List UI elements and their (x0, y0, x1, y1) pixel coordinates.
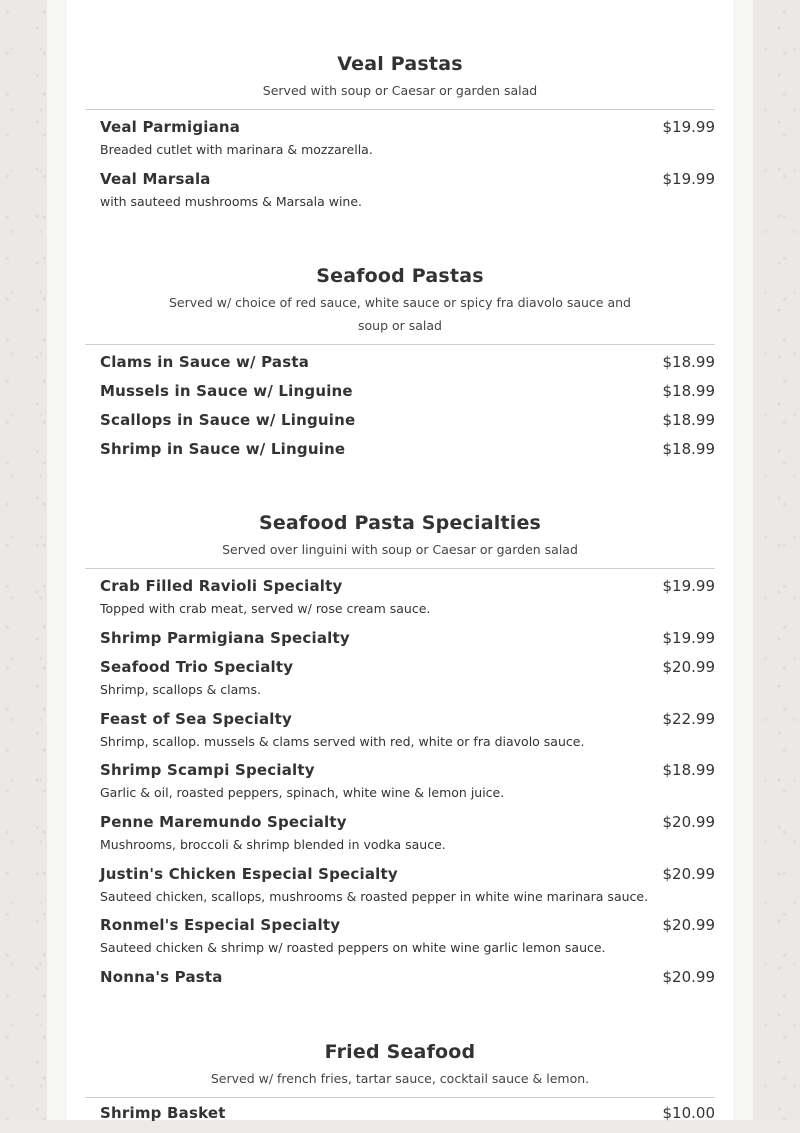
item-name: Shrimp in Sauce w/ Linguine (100, 440, 346, 458)
item-name: Scallops in Sauce w/ Linguine (100, 411, 356, 429)
item-description: Topped with crab meat, served w/ rose cream sauce. (100, 601, 431, 616)
menu-item (100, 813, 715, 865)
item-description: Mushrooms, broccoli & shrimp blended in vodka sauce. (100, 837, 446, 852)
section-title: Seafood Pastas (316, 265, 484, 287)
item-price: $20.99 (662, 968, 715, 986)
item-description: Sauteed chicken & shrimp w/ roasted peppers on white wine garlic lemon sauce. (100, 940, 606, 955)
item-name: Mussels in Sauce w/ Linguine (100, 382, 353, 400)
item-name: Shrimp Parmigiana Specialty (100, 629, 350, 647)
item-name: Feast of Sea Specialty (100, 710, 292, 728)
menu-item (100, 353, 715, 382)
item-price: $18.99 (662, 353, 715, 371)
item-description: Shrimp, scallop. mussels & clams served with red, white or fra diavolo sauce. (100, 734, 585, 749)
menu-item (100, 440, 715, 469)
section-seafood-pastas (85, 265, 715, 469)
menu-item (100, 411, 715, 440)
item-price: $18.99 (662, 761, 715, 779)
section-subtitle: Served over linguini with soup or Caesar or garden salad (222, 542, 578, 557)
section-fried-seafood (85, 1041, 715, 1133)
section-divider (85, 344, 715, 345)
item-price: $20.99 (662, 865, 715, 883)
item-name: Ronmel's Especial Specialty (100, 916, 341, 934)
section-subtitle: Served w/ french fries, tartar sauce, cocktail sauce & lemon. (210, 1071, 590, 1086)
section-subtitle: Served w/ choice of red sauce, white sauce or spicy fra diavolo sauce and soup or salad (169, 295, 631, 333)
section-title: Veal Pastas (337, 53, 463, 75)
menu-item (100, 916, 715, 968)
menu-item (100, 118, 715, 170)
item-price: $19.99 (662, 118, 715, 136)
item-price: $19.99 (662, 170, 715, 188)
section-subtitle: Served with soup or Caesar or garden salad (262, 83, 538, 98)
section-divider (85, 109, 715, 110)
item-price: $18.99 (662, 382, 715, 400)
menu-item (100, 968, 715, 997)
item-name: Shrimp Basket (100, 1104, 226, 1122)
item-description: with sauteed mushrooms & Marsala wine. (100, 194, 362, 209)
menu-item (100, 710, 715, 761)
menu-item (100, 577, 715, 629)
item-name: Justin's Chicken Especial Specialty (100, 865, 398, 883)
item-name: Seafood Trio Specialty (100, 658, 294, 676)
menu-item (100, 170, 715, 222)
item-price: $22.99 (662, 710, 715, 728)
section-title: Fried Seafood (324, 1041, 476, 1063)
item-description: Breaded cutlet with marinara & mozzarella. (100, 142, 373, 157)
item-price: $10.00 (662, 1104, 715, 1122)
item-price: $20.99 (662, 916, 715, 934)
item-name: Crab Filled Ravioli Specialty (100, 577, 343, 595)
menu-item (100, 761, 715, 813)
menu-item (100, 865, 715, 916)
item-price: $18.99 (662, 440, 715, 458)
item-price: $19.99 (662, 629, 715, 647)
section-divider (85, 1097, 715, 1098)
item-price: $20.99 (662, 658, 715, 676)
item-price: $20.99 (662, 813, 715, 831)
item-name: Veal Marsala (100, 170, 211, 188)
item-name: Shrimp Scampi Specialty (100, 761, 315, 779)
item-description: Sauteed chicken, scallops, mushrooms & roasted pepper in white wine marinara sauce. (100, 889, 649, 904)
item-price: $19.99 (662, 577, 715, 595)
item-name: Veal Parmigiana (100, 118, 241, 136)
item-name: Nonna's Pasta (100, 968, 223, 986)
item-name: Penne Maremundo Specialty (100, 813, 347, 831)
item-price: $18.99 (662, 411, 715, 429)
item-name: Clams in Sauce w/ Pasta (100, 353, 310, 371)
section-divider (85, 568, 715, 569)
menu-item (100, 629, 715, 658)
section-veal-pastas (85, 53, 715, 222)
menu-item (100, 382, 715, 411)
section-title: Seafood Pasta Specialties (258, 512, 542, 534)
section-seafood-pasta-specialties (85, 512, 715, 997)
menu-item (100, 1104, 715, 1133)
item-description: Shrimp, scallops & clams. (100, 682, 261, 697)
item-description: Garlic & oil, roasted peppers, spinach, white wine & lemon juice. (100, 785, 505, 800)
menu-item (100, 658, 715, 710)
